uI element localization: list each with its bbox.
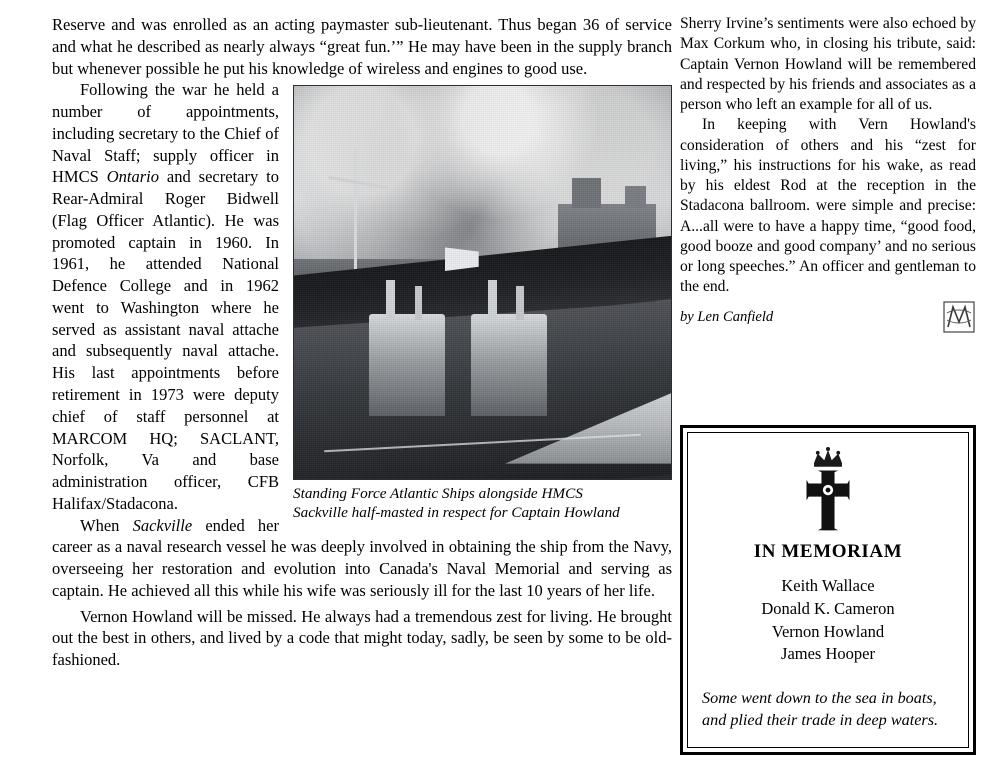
- list-item: James Hooper: [781, 644, 875, 664]
- left-column: [52, 14, 672, 671]
- photo-caption-line-2: Sackville half-masted in respect for Captain Howland: [293, 503, 620, 521]
- paragraph-appointments-part1: Following the war he held a number of appointments, including secretary to the Chief of Naval Staff; supply officer in HMCS: [52, 80, 279, 187]
- right-column: [680, 14, 976, 342]
- paragraph-sackville: [52, 515, 672, 602]
- byline: by Len Canfield: [680, 308, 774, 325]
- ship-name-sackville: Sackville: [132, 515, 193, 535]
- ships-photograph: [293, 85, 672, 480]
- paragraph-appointments-part2: and secretary to Rear-Admiral Roger Bidwell (Flag Officer Atlantic). He was promoted captain in 1960. In 1961, he attended National Defence College and in 1962 went to Washington where he served as assistant naval attache and subsequently naval attache. His last appointments before retirement in 1973 were deputy chief of staff personnel at MARCOM HQ; SACLANT, Norfolk, Va and base administration officer, CFB Halifax/Stadacona.: [52, 167, 279, 513]
- in-memoriam-verse: Some went down to the sea in boats, and plied their trade in deep waters.: [702, 689, 939, 729]
- in-memoriam-box: [680, 425, 976, 755]
- paragraph-sackville-part2: ended her career as a naval research vessel he was deeply involved in obtaining the ship from the Navy, overseeing her restoration and evolution into Canada's Naval Memorial and serving as captain. He achieved all this while his wife was seriously ill for the last 10 years of her life.: [52, 515, 672, 600]
- crowned-cross-icon: [702, 443, 954, 539]
- list-item: Donald K. Cameron: [761, 598, 895, 618]
- photo-caption: [293, 485, 672, 522]
- photo-halftone-grain: [294, 86, 671, 479]
- list-item: Vernon Howland: [771, 621, 885, 641]
- paragraph-sackville-part1: When: [80, 515, 133, 535]
- paragraph-closing-text: Vernon Howland will be missed. He always had a tremendous zest for living. He brought out the best in others, and lived by a code that might today, sadly, be seen by some to be old-fashioned.: [52, 606, 672, 670]
- list-item: Keith Wallace: [781, 576, 875, 595]
- photo-caption-line-1: Standing Force Atlantic Ships alongside HMCS: [293, 485, 583, 503]
- ship-name-ontario: Ontario: [106, 167, 159, 187]
- byline-row: [680, 308, 976, 342]
- paragraph-continuation: Reserve and was enrolled as an acting paymaster sub-lieutenant. Thus began 36 of service and what he described as nearly always “great fun.’” He may have been in the supply branch but whenever possible he put his knowledge of wireless and engines to good use.: [52, 15, 672, 78]
- in-memoriam-title: IN MEMORIAM: [753, 541, 903, 562]
- paragraph-wake-instructions: In keeping with Vern Howland's consideration of others and his “zest for living,” his instructions for his wake, as read by his eldest Rod at the reception in the Stadacona ballroom. were simple and precise: A...all were to have a happy time, “good food, good booze and good company’ and no serious or long speeches.” An officer and gentleman to the end.: [680, 116, 976, 296]
- artist-monogram-icon: [942, 300, 976, 334]
- in-memoriam-inner-frame: [687, 432, 969, 748]
- photo-figure: [293, 85, 672, 522]
- text-with-wrapped-photo: [52, 79, 672, 601]
- paragraph-closing: [52, 602, 672, 671]
- paragraph-corkum-tribute: Sherry Irvine’s sentiments were also echoed by Max Corkum who, in closing his tribute, said: Captain Vernon Howland will be remembered and respected by his friends and associates as a person who left an example for all of us.: [680, 15, 976, 114]
- in-memoriam-names-list: [702, 575, 954, 666]
